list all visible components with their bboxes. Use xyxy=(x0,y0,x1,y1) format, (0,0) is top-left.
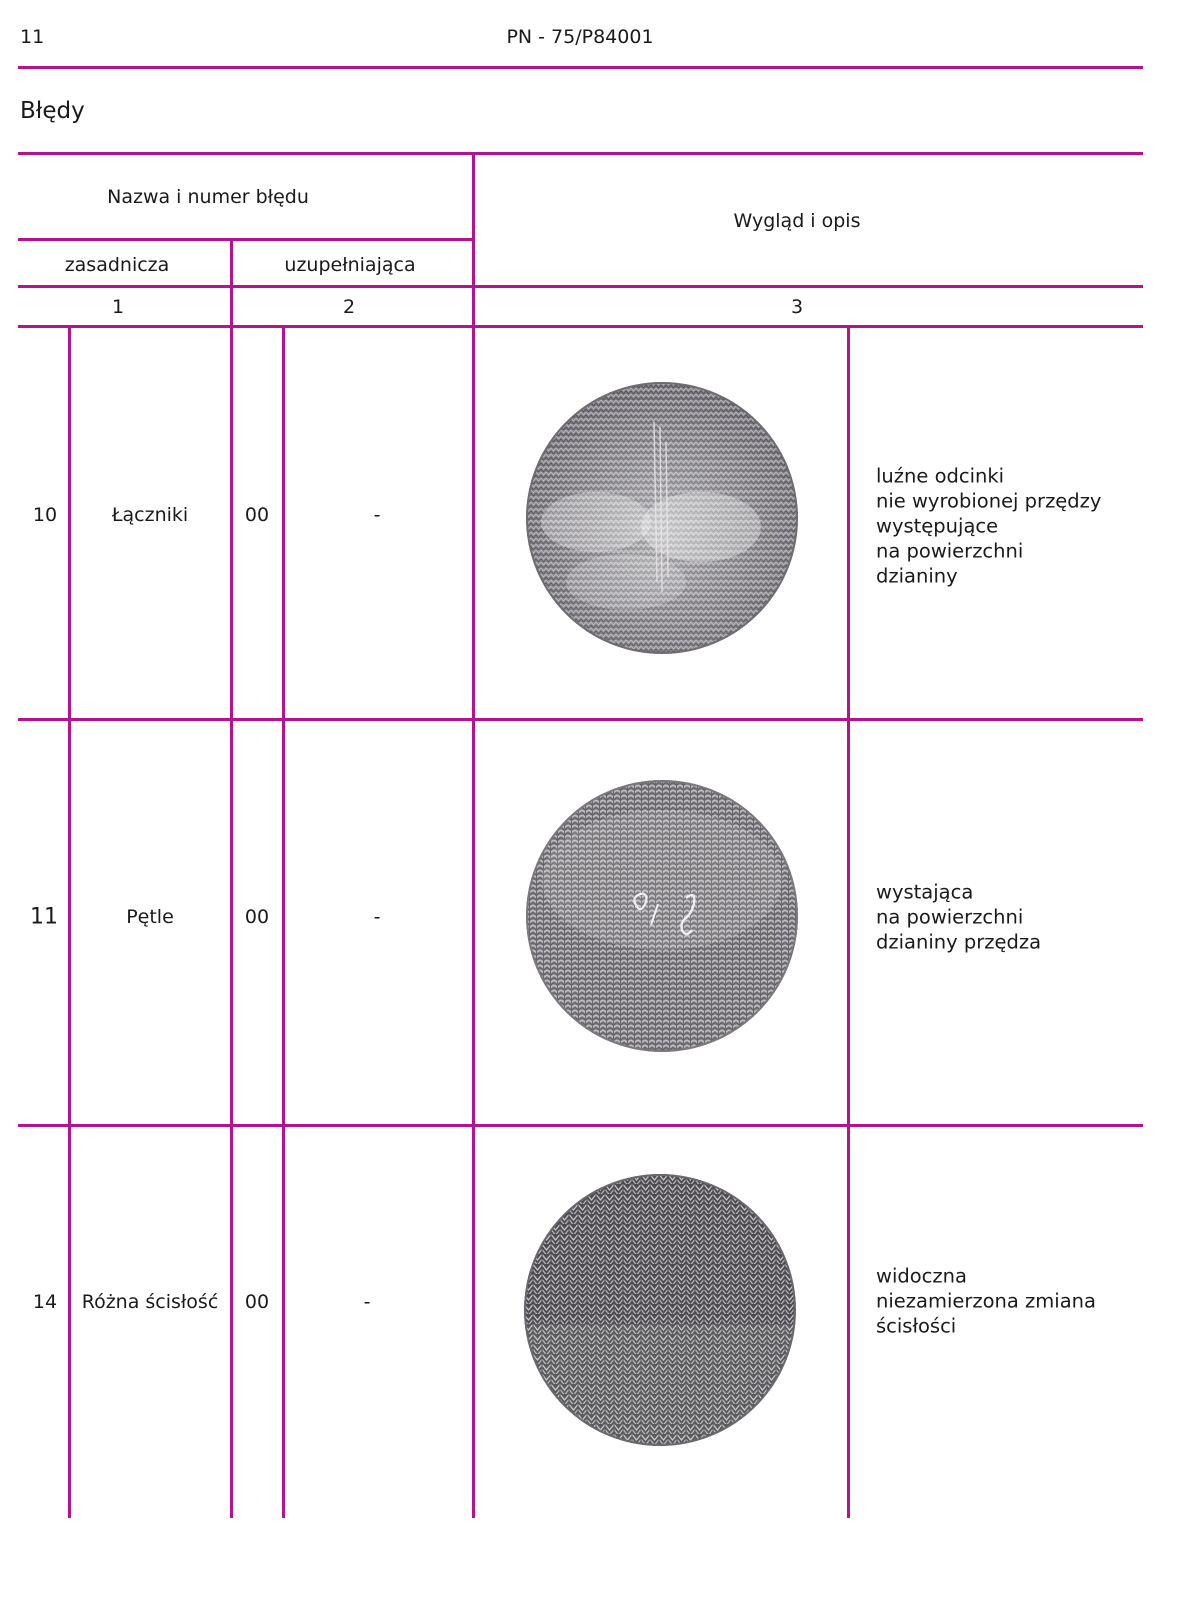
defect-description xyxy=(876,880,1041,955)
description-line: dzianiny xyxy=(876,564,958,588)
description-line: dzianiny przędza xyxy=(876,930,1042,954)
page-number: 11 xyxy=(20,26,45,48)
defect-description xyxy=(876,464,1101,589)
col-divider-main xyxy=(472,152,475,1518)
header-appearance: Wygląd i opis xyxy=(733,210,861,232)
description-line: wystająca xyxy=(876,880,974,904)
defect-number: 10 xyxy=(32,504,58,526)
header-supplementary: uzupełniająca xyxy=(284,254,416,276)
description-line: niezamierzona zmiana xyxy=(876,1289,1096,1313)
table-top-rule xyxy=(18,152,1143,155)
header-col3: 3 xyxy=(790,296,804,318)
supp-name: - xyxy=(373,906,381,928)
description-line: na powierzchni xyxy=(876,539,1024,563)
description-line: na powierzchni xyxy=(876,905,1024,929)
header-rule xyxy=(18,66,1143,69)
row-divider xyxy=(18,718,1143,721)
fabric-defect-density-photo xyxy=(524,1174,796,1446)
col-divider-primary-num xyxy=(68,325,71,1518)
description-line: występujące xyxy=(876,514,999,538)
header-col2: 2 xyxy=(342,296,356,318)
description-line: luźne odcinki xyxy=(876,464,1005,488)
header-primary: zasadnicza xyxy=(64,254,170,276)
fabric-defect-loose-yarn-photo xyxy=(526,382,798,654)
defect-description xyxy=(876,1264,1096,1339)
colnum-bottom-rule xyxy=(18,325,1143,328)
supp-code: 00 xyxy=(244,906,270,928)
defect-number: 14 xyxy=(32,1291,58,1313)
standard-id: PN - 75/P84001 xyxy=(506,26,654,48)
col-divider-group xyxy=(230,238,233,1518)
supp-code: 00 xyxy=(244,504,270,526)
defect-name: Łączniki xyxy=(111,504,189,526)
header-bottom-rule xyxy=(18,285,1143,288)
defect-name: Różna ścisłość xyxy=(81,1291,219,1313)
defect-number: 11 xyxy=(30,904,58,930)
header-name-group: Nazwa i numer błędu xyxy=(107,186,309,208)
section-title: Błędy xyxy=(20,98,85,124)
fabric-defect-loops-photo xyxy=(526,780,798,1052)
description-line: nie wyrobionej przędzy xyxy=(876,489,1102,513)
defect-name: Pętle xyxy=(126,906,174,928)
col-divider-image xyxy=(847,325,850,1518)
row-divider xyxy=(18,1124,1143,1127)
supp-name: - xyxy=(373,504,381,526)
header-split-rule xyxy=(18,238,474,241)
supp-code: 00 xyxy=(244,1291,270,1313)
description-line: ścisłości xyxy=(876,1314,957,1338)
supp-name: - xyxy=(363,1291,371,1313)
description-line: widoczna xyxy=(876,1264,967,1288)
header-col1: 1 xyxy=(111,296,125,318)
col-divider-supp-code xyxy=(282,325,285,1518)
